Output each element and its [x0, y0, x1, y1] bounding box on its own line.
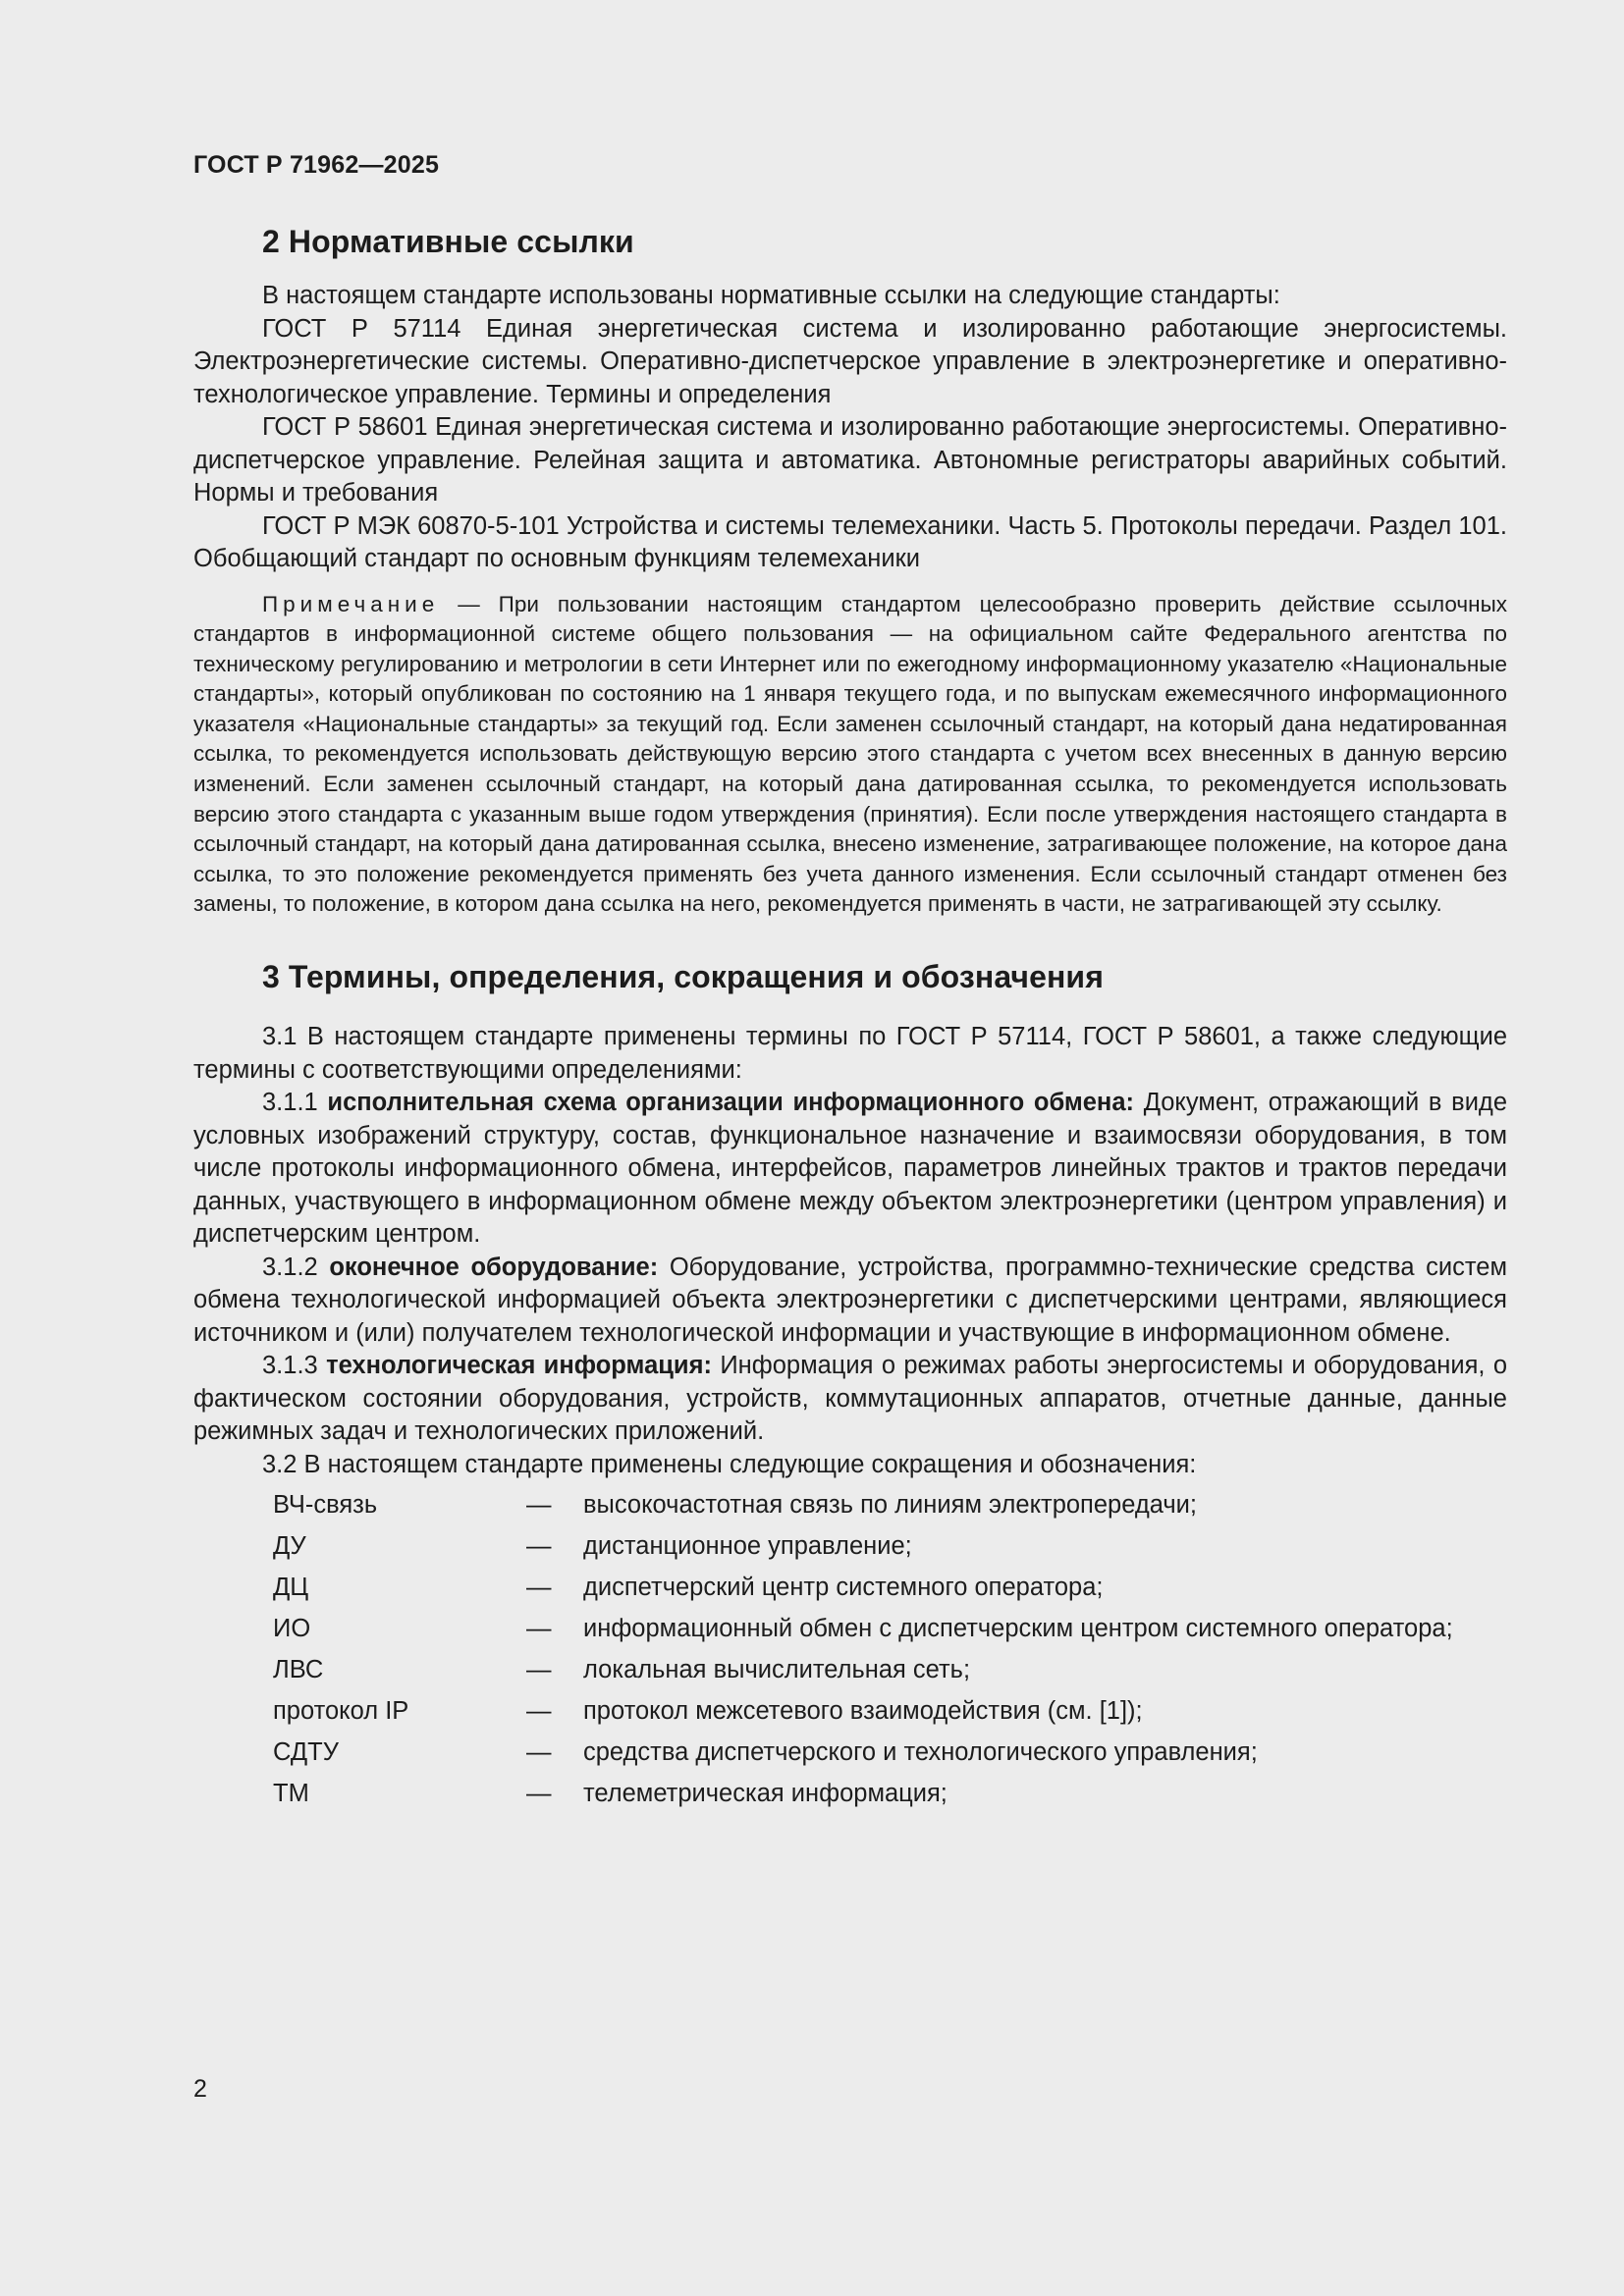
- abbreviation-dash: —: [526, 1697, 552, 1726]
- abbreviation-row: [273, 1778, 1507, 1809]
- abbreviation-definition: дистанционное управление;: [583, 1532, 912, 1561]
- normative-reference: ГОСТ Р 57114 Единая энергетическая система и изолированно работающие энергосистемы. Электроэнергетические системы. Оперативно-диспетчерское управление в электроэнергетике и оперативно-технологическое управление. Термины и определения: [193, 314, 1507, 408]
- term-definition: [193, 1087, 1507, 1252]
- abbreviation-definition: информационный обмен с диспетчерским центром системного оператора;: [583, 1615, 1453, 1643]
- abbreviation-row: [273, 1736, 1507, 1768]
- clause-3-1: 3.1 В настоящем стандарте применены термины по ГОСТ Р 57114, ГОСТ Р 58601, а также следующие термины с соответствующими определениями:: [193, 1023, 1507, 1084]
- abbreviation-definition: локальная вычислительная сеть;: [583, 1656, 971, 1684]
- term-text: Документ, отражающий в виде условных изображений структуру, состав, функциональное назначение и взаимосвязи оборудования, в том числе протоколы информационного обмена, интерфейсов, параметров линейных трактов и трактов передачи данных, участвующего в информационном обмене между объектом электроэнергетики (центром управления) и диспетчерским центром.: [193, 1089, 1507, 1249]
- abbreviation-dash: —: [526, 1491, 552, 1520]
- term-name: исполнительная схема организации информационного обмена:: [327, 1089, 1134, 1117]
- abbreviation-dash: —: [526, 1656, 552, 1684]
- abbreviation-definition: протокол межсетевого взаимодействия (см. [1]);: [583, 1697, 1143, 1726]
- abbreviation-dash: —: [526, 1738, 552, 1767]
- abbreviation-row: [273, 1654, 1507, 1685]
- abbreviation-row: [273, 1695, 1507, 1727]
- term-number: 3.1.1: [262, 1089, 318, 1117]
- abbreviation-term: ИО: [273, 1615, 311, 1643]
- abbreviation-dash: —: [526, 1532, 552, 1561]
- abbreviations-list: [273, 1489, 1507, 1809]
- abbreviation-term: ТМ: [273, 1780, 309, 1808]
- page-number: 2: [193, 2075, 207, 2103]
- abbreviation-term: ЛВС: [273, 1656, 324, 1684]
- term-text: Оборудование, устройства, программно-технические средства систем обмена технологической информацией объекта электроэнергетики с диспетчерскими центрами, являющиеся источником и (или) получателем технологической информации и участвующие в информационном обмене.: [193, 1253, 1507, 1347]
- section-2-intro: В настоящем стандарте использованы нормативные ссылки на следующие стандарты:: [262, 282, 1280, 309]
- abbreviation-term: СДТУ: [273, 1738, 339, 1767]
- abbreviation-row: [273, 1489, 1507, 1521]
- abbreviation-row: [273, 1572, 1507, 1603]
- term-name: оконечное оборудование:: [329, 1253, 659, 1281]
- term-number: 3.1.2: [262, 1253, 318, 1281]
- abbreviation-term: ДЦ: [273, 1574, 309, 1602]
- abbreviation-row: [273, 1613, 1507, 1644]
- note-label: Примечание: [262, 591, 440, 616]
- abbreviation-dash: —: [526, 1780, 552, 1808]
- term-number: 3.1.3: [262, 1352, 318, 1380]
- term-definition: [193, 1252, 1507, 1351]
- normative-reference: ГОСТ Р 58601 Единая энергетическая система и изолированно работающие энергосистемы. Оперативно-диспетчерское управление. Релейная защита и автоматика. Автономные регистраторы аварийных событий. Нормы и требования: [193, 413, 1507, 507]
- abbreviation-definition: средства диспетчерского и технологического управления;: [583, 1738, 1258, 1767]
- abbreviation-term: протокол IP: [273, 1697, 409, 1726]
- note-text: — При пользовании настоящим стандартом целесообразно проверить действие ссылочных стандартов в информационной системе общего пользования — на официальном сайте Федерального агентства по техническому регулированию и метрологии в сети Интернет или по ежегодному информационному указателю «Национальные стандарты», который опубликован по состоянию на 1 января текущего года, и по выпускам ежемесячного информационного указателя «Национальные стандарты» за текущий год. Если заменен ссылочный стандарт, на который дана недатированная ссылка, то рекомендуется использовать действующую версию этого стандарта с учетом всех внесенных в данную версию изменений. Если заменен ссылочный стандарт, на который дана датированная ссылка, то рекомендуется использовать версию этого стандарта с указанным выше годом утверждения (принятия). Если после утверждения настоящего стандарта в ссылочный стандарт, на который дана датированная ссылка, внесено изменение, затрагивающее положение, на которое дана ссылка, то это положение рекомендуется применять без учета данного изменения. Если ссылочный стандарт отменен без замены, то положение, в котором дана ссылка на него, рекомендуется применять в части, не затрагивающей эту ссылку.: [193, 591, 1507, 917]
- abbreviation-definition: высокочастотная связь по линиям электропередачи;: [583, 1491, 1197, 1520]
- abbreviation-term: ВЧ-связь: [273, 1491, 378, 1520]
- document-code-header: ГОСТ Р 71962—2025: [193, 151, 440, 179]
- abbreviation-definition: телеметрическая информация;: [583, 1780, 947, 1808]
- page-content: [193, 224, 1507, 1819]
- abbreviation-dash: —: [526, 1574, 552, 1602]
- abbreviation-term: ДУ: [273, 1532, 306, 1561]
- term-text: Информация о режимах работы энергосистемы и оборудования, о фактическом состоянии оборудования, устройств, коммутационных аппаратов, отчетные данные, данные режимных задач и технологических приложений.: [193, 1352, 1507, 1446]
- abbreviation-dash: —: [526, 1615, 552, 1643]
- section-2-note: [193, 590, 1507, 921]
- section-3-heading: 3 Термины, определения, сокращения и обозначения: [262, 959, 1104, 995]
- normative-reference: ГОСТ Р МЭК 60870-5-101 Устройства и системы телемеханики. Часть 5. Протоколы передачи. Раздел 101. Обобщающий стандарт по основным функциям телемеханики: [193, 511, 1507, 572]
- clause-3-2: 3.2 В настоящем стандарте применены следующие сокращения и обозначения:: [262, 1450, 1197, 1478]
- abbreviation-definition: диспетчерский центр системного оператора;: [583, 1574, 1104, 1602]
- section-2-heading: 2 Нормативные ссылки: [262, 224, 634, 259]
- term-name: технологическая информация:: [326, 1352, 712, 1380]
- abbreviation-row: [273, 1530, 1507, 1562]
- term-definition: [193, 1350, 1507, 1449]
